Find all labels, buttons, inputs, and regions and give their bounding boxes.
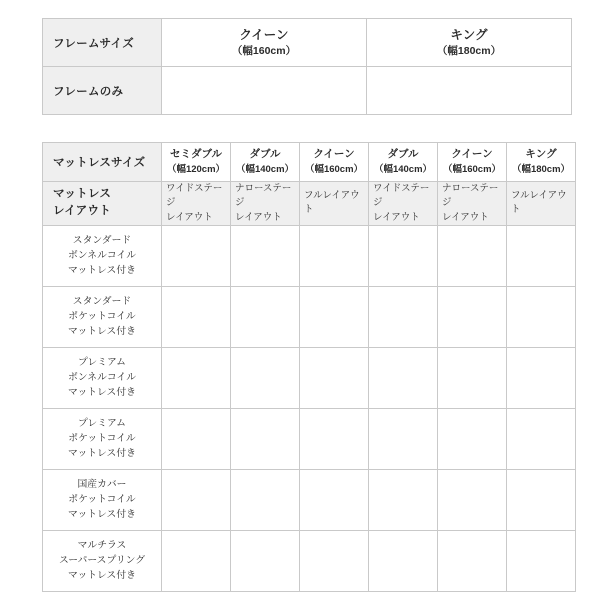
mattress-layout-col-1-line2: レイアウト xyxy=(166,211,213,223)
mattress-layout-col-4 xyxy=(369,182,438,226)
mattress-layout-row-header-line1: マットレス xyxy=(53,188,112,201)
mattress-layout-col-4-line1: ワイドステージ xyxy=(373,183,430,209)
product-cell-1-1[interactable] xyxy=(162,225,231,286)
mattress-size-col-4-name: ダブル xyxy=(387,148,419,160)
mattress-layout-col-4-line2: レイアウト xyxy=(373,211,420,223)
product-cell-1-3[interactable] xyxy=(300,225,369,286)
product-row-header-2-line2: ポケットコイル xyxy=(68,311,136,323)
product-cell-2-1[interactable] xyxy=(162,286,231,347)
product-row-header-5-line2: ポケットコイル xyxy=(68,494,136,506)
product-cell-2-4[interactable] xyxy=(369,286,438,347)
table-row xyxy=(43,182,576,226)
mattress-size-col-5-width: （幅160cm） xyxy=(442,163,502,175)
frame-only-row-header: フレームのみ xyxy=(43,67,162,115)
frame-size-queen-name: クイーン xyxy=(239,27,289,42)
mattress-layout-row-header xyxy=(43,182,162,226)
table-row xyxy=(43,225,576,286)
mattress-layout-col-1 xyxy=(162,182,231,226)
product-cell-1-2[interactable] xyxy=(231,225,300,286)
product-row-header-4 xyxy=(43,408,162,469)
frame-size-queen-width: （幅160cm） xyxy=(231,44,297,57)
mattress-size-row-header: マットレスサイズ xyxy=(43,143,162,182)
frame-size-table xyxy=(42,18,572,115)
mattress-size-col-6-width: （幅180cm） xyxy=(511,163,571,175)
product-row-header-4-line3: マットレス付き xyxy=(68,448,136,460)
product-row-header-2-line1: スタンダード xyxy=(72,295,132,307)
product-row-header-6 xyxy=(43,530,162,591)
mattress-size-col-2-name: ダブル xyxy=(249,148,281,160)
mattress-size-col-4-width: （幅140cm） xyxy=(373,163,433,175)
mattress-size-col-6-name: キング xyxy=(525,148,557,160)
table-row xyxy=(43,530,576,591)
product-cell-1-5[interactable] xyxy=(438,225,507,286)
product-row-header-2-line3: マットレス付き xyxy=(68,326,136,338)
frame-size-king-name: キング xyxy=(450,27,488,42)
mattress-size-col-3-name: クイーン xyxy=(313,148,355,160)
product-row-header-5-line1: 国産カバー xyxy=(77,478,127,490)
mattress-layout-col-5-line1: ナローステージ xyxy=(442,183,499,209)
product-cell-3-3[interactable] xyxy=(300,347,369,408)
product-row-header-1-line2: ボンネルコイル xyxy=(68,250,136,262)
frame-size-queen-header xyxy=(162,19,367,67)
table-row xyxy=(43,67,572,115)
mattress-size-col-2 xyxy=(231,143,300,182)
table-row xyxy=(43,143,576,182)
product-row-header-5-line3: マットレス付き xyxy=(68,509,136,521)
frame-size-king-width: （幅180cm） xyxy=(436,44,502,57)
product-row-header-4-line2: ポケットコイル xyxy=(68,433,136,445)
product-cell-4-4[interactable] xyxy=(369,408,438,469)
product-cell-5-2[interactable] xyxy=(231,469,300,530)
frame-only-queen-cell[interactable] xyxy=(162,67,367,115)
product-row-header-6-line3: マットレス付き xyxy=(68,570,136,582)
product-cell-4-3[interactable] xyxy=(300,408,369,469)
product-row-header-4-line1: プレミアム xyxy=(78,417,126,429)
product-cell-4-2[interactable] xyxy=(231,408,300,469)
mattress-size-col-6 xyxy=(507,143,576,182)
product-cell-4-1[interactable] xyxy=(162,408,231,469)
mattress-size-col-3 xyxy=(300,143,369,182)
table-row xyxy=(43,408,576,469)
product-cell-2-2[interactable] xyxy=(231,286,300,347)
product-cell-2-3[interactable] xyxy=(300,286,369,347)
product-row-header-3-line1: プレミアム xyxy=(78,356,126,368)
product-row-header-6-line2: スーパースプリング xyxy=(58,555,146,567)
product-cell-3-5[interactable] xyxy=(438,347,507,408)
product-row-header-5 xyxy=(43,469,162,530)
product-row-header-6-line1: マルチラス xyxy=(77,539,127,551)
mattress-size-col-3-width: （幅160cm） xyxy=(304,163,364,175)
mattress-size-col-2-width: （幅140cm） xyxy=(235,163,295,175)
product-cell-3-6[interactable] xyxy=(507,347,576,408)
product-cell-4-6[interactable] xyxy=(507,408,576,469)
mattress-size-col-1-width: （幅120cm） xyxy=(166,163,226,175)
product-cell-1-6[interactable] xyxy=(507,225,576,286)
product-cell-6-2[interactable] xyxy=(231,530,300,591)
product-row-header-1 xyxy=(43,225,162,286)
product-cell-2-5[interactable] xyxy=(438,286,507,347)
product-cell-5-6[interactable] xyxy=(507,469,576,530)
product-cell-6-6[interactable] xyxy=(507,530,576,591)
frame-only-king-cell[interactable] xyxy=(367,67,572,115)
table-row xyxy=(43,286,576,347)
mattress-size-col-5-name: クイーン xyxy=(451,148,493,160)
mattress-size-col-1-name: セミダブル xyxy=(169,148,223,160)
product-row-header-1-line1: スタンダード xyxy=(72,234,132,246)
product-row-header-2 xyxy=(43,286,162,347)
mattress-layout-col-2-line1: ナローステージ xyxy=(235,183,292,209)
mattress-size-col-5 xyxy=(438,143,507,182)
mattress-layout-col-5 xyxy=(438,182,507,226)
frame-size-king-header xyxy=(367,19,572,67)
table-row xyxy=(43,19,572,67)
product-cell-5-1[interactable] xyxy=(162,469,231,530)
mattress-layout-col-3 xyxy=(300,182,369,226)
product-cell-5-5[interactable] xyxy=(438,469,507,530)
product-cell-3-1[interactable] xyxy=(162,347,231,408)
product-row-header-3-line2: ボンネルコイル xyxy=(68,372,136,384)
table-row xyxy=(43,347,576,408)
mattress-size-col-4 xyxy=(369,143,438,182)
product-cell-4-5[interactable] xyxy=(438,408,507,469)
mattress-layout-col-1-line1: ワイドステージ xyxy=(166,183,223,209)
product-cell-6-4[interactable] xyxy=(369,530,438,591)
mattress-layout-col-6-line1: フルレイアウト xyxy=(511,190,567,216)
mattress-layout-col-6 xyxy=(507,182,576,226)
mattress-layout-col-5-line2: レイアウト xyxy=(442,211,489,223)
product-cell-6-3[interactable] xyxy=(300,530,369,591)
mattress-matrix-table xyxy=(42,142,576,592)
product-row-header-1-line3: マットレス付き xyxy=(68,265,136,277)
product-cell-6-1[interactable] xyxy=(162,530,231,591)
product-cell-1-4[interactable] xyxy=(369,225,438,286)
mattress-size-col-1 xyxy=(162,143,231,182)
frame-size-row-header: フレームサイズ xyxy=(43,19,162,67)
product-cell-6-5[interactable] xyxy=(438,530,507,591)
product-row-header-3 xyxy=(43,347,162,408)
mattress-layout-col-3-line1: フルレイアウト xyxy=(304,190,360,216)
product-cell-5-4[interactable] xyxy=(369,469,438,530)
mattress-layout-row-header-line2: レイアウト xyxy=(53,205,112,218)
product-cell-3-2[interactable] xyxy=(231,347,300,408)
product-row-header-3-line3: マットレス付き xyxy=(68,387,136,399)
product-cell-5-3[interactable] xyxy=(300,469,369,530)
table-row xyxy=(43,469,576,530)
mattress-layout-col-2 xyxy=(231,182,300,226)
mattress-layout-col-2-line2: レイアウト xyxy=(235,211,282,223)
product-cell-3-4[interactable] xyxy=(369,347,438,408)
product-cell-2-6[interactable] xyxy=(507,286,576,347)
